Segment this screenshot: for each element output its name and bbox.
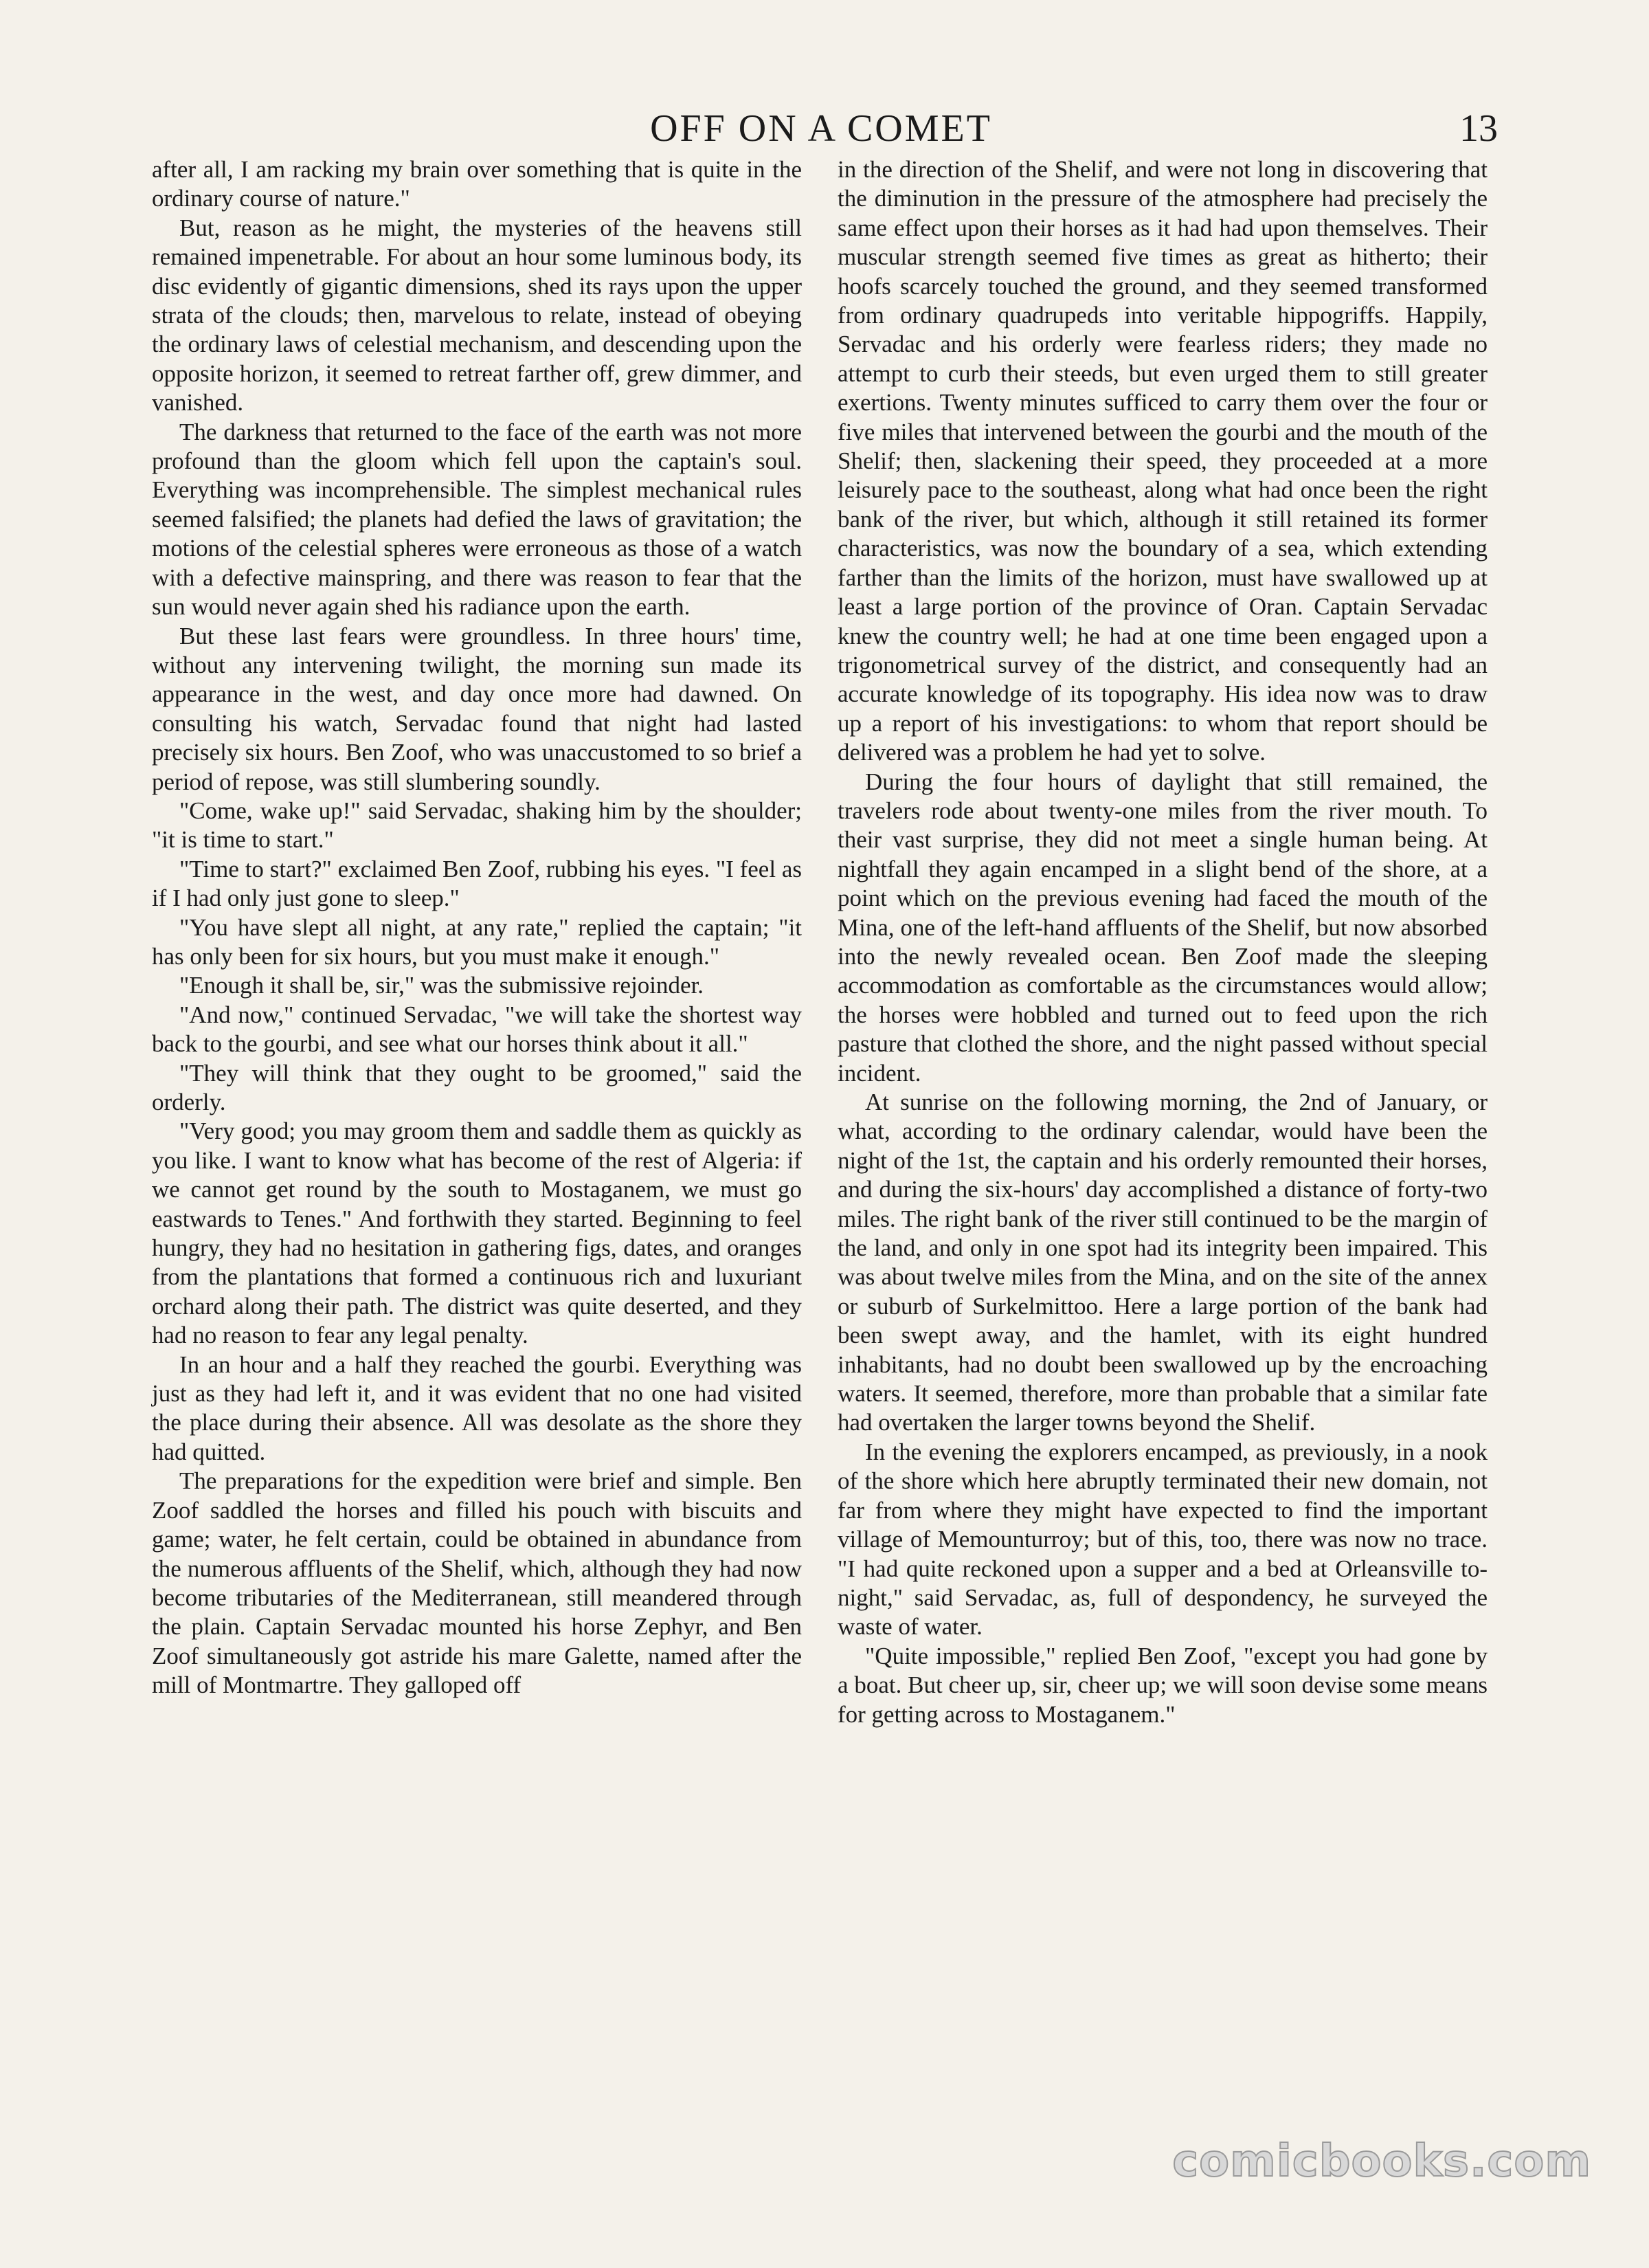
paragraph: In the evening the explorers encamped, as previously, in a nook of the shore which here abruptly terminated their new domain, not far from where they might have expected to find the important village of Memounturroy; but of this, too, there was now no trace. "I had quite reckoned upon a supper and a bed at Orleansville to-night," said Servadac, as, full of despondency, he surveyed the waste of water.: [838, 1438, 1488, 1641]
paragraph: "Very good; you may groom them and saddle them as quickly as you like. I want to know what has become of the rest of Algeria: if we cannot get round by the south to Mostaganem, we must go eastwards to Tenes." And forthwith they started. Beginning to feel hungry, they had no hesitation in gathering figs, dates, and oranges from the plantations that formed a continuous rich and luxuriant orchard along their path. The district was quite deserted, and they had no reason to fear any legal penalty.: [152, 1118, 802, 1349]
watermark: comicbooks.com: [1172, 2136, 1591, 2187]
paragraph: "They will think that they ought to be groomed," said the orderly.: [152, 1059, 802, 1115]
paragraph: "And now," continued Servadac, "we will take the shortest way back to the gourbi, and see what our horses think about it all.": [152, 1001, 802, 1058]
running-title: OFF ON A COMET: [650, 107, 992, 150]
paragraph: "Come, wake up!" said Servadac, shaking him by the shoulder; "it is time to start.": [152, 797, 802, 854]
left-column: [152, 155, 802, 1700]
paragraph: But, reason as he might, the mysteries of the heavens still remained impenetrable. For about an hour some luminous body, its disc evidently of gigantic dimensions, shed its rays upon the upper strata of the clouds; then, marvelous to relate, instead of obeying the ordinary laws of celestial mechanism, and descending upon the opposite horizon, it seemed to retreat farther off, grew dimmer, and vanished.: [152, 214, 802, 416]
paragraph: In an hour and a half they reached the gourbi. Everything was just as they had left it, and it was evident that no one had visited the place during their absence. All was desolate as the shore they had quitted.: [152, 1350, 802, 1465]
paragraph: after all, I am racking my brain over something that is quite in the ordinary course of nature.": [152, 156, 802, 212]
paragraph: At sunrise on the following morning, the 2nd of January, or what, according to the ordinary calendar, would have been the night of the 1st, the captain and his orderly remounted their horses, and during the six-hours' day accomplished a distance of forty-two miles. The right bank of the river still continued to be the margin of the land, and only in one spot had its integrity been impaired. This was about twelve miles from the Mina, and on the site of the annex or suburb of Surkelmittoo. Here a large portion of the bank had been swept away, and the hamlet, with its eight hundred inhabitants, had no doubt been swallowed up by the encroaching waters. It seemed, therefore, more than probable that a similar fate had overtaken the larger towns beyond the Shelif.: [838, 1089, 1488, 1436]
page-number: 13: [1459, 107, 1498, 150]
paragraph: in the direction of the Shelif, and were not long in discovering that the diminution in the pressure of the atmosphere had precisely the same effect upon their horses as it had had upon themselves. Their muscular strength seemed five times as great as hitherto; their hoofs scarcely touched the ground, and they seemed transformed from ordinary quadrupeds into veritable hippogriffs. Happily, Servadac and his orderly were fearless riders; they made no attempt to curb their steeds, but even urged them to still greater exertions. Twenty minutes sufficed to carry them over the four or five miles that intervened between the gourbi and the mouth of the Shelif; then, slackening their speed, they proceeded at a more leisurely pace to the southeast, along what had once been the right bank of the river, but which, although it still retained its former characteristics, was now the boundary of a sea, which extending farther than the limits of the horizon, must have swallowed up at least a large portion of the province of Oran. Captain Servadac knew the country well; he had at one time been engaged upon a trigonometrical survey of the district, and consequently had an accurate knowledge of its topography. His idea now was to draw up a report of his investigations: to whom that report should be delivered was a problem he had yet to solve.: [838, 156, 1488, 766]
page-header: [144, 104, 1498, 153]
paragraph: The preparations for the expedition were brief and simple. Ben Zoof saddled the horses and filled his pouch with biscuits and game; water, he felt certain, could be obtained in abundance from the numerous affluents of the Shelif, which, although they had now become tributaries of the Mediterranean, still meandered through the plain. Captain Servadac mounted his horse Zephyr, and Ben Zoof simultaneously got astride his mare Galette, named after the mill of Montmartre. They galloped off: [152, 1467, 802, 1699]
right-column: [838, 155, 1488, 1729]
paragraph: "Quite impossible," replied Ben Zoof, "except you had gone by a boat. But cheer up, sir, cheer up; we will soon devise some means for getting across to Mostaganem.": [838, 1642, 1488, 1728]
paragraph: The darkness that returned to the face of the earth was not more profound than the gloom which fell upon the captain's soul. Everything was incomprehensible. The simplest mechanical rules seemed falsified; the planets had defied the laws of gravitation; the motions of the celestial spheres were erroneous as those of a watch with a defective mainspring, and there was reason to fear that the sun would never again shed his radiance upon the earth.: [152, 418, 802, 621]
paragraph: "You have slept all night, at any rate," replied the captain; "it has only been for six hours, but you must make it enough.": [152, 913, 802, 970]
paragraph: "Time to start?" exclaimed Ben Zoof, rubbing his eyes. "I feel as if I had only just gone to sleep.": [152, 855, 802, 912]
paragraph: During the four hours of daylight that still remained, the travelers rode about twenty-one miles from the river mouth. To their vast surprise, they did not meet a single human being. At nightfall they again encamped in a slight bend of the shore, at a point which on the previous evening had faced the mouth of the Mina, one of the left-hand affluents of the Shelif, but now absorbed into the newly revealed ocean. Ben Zoof made the sleeping accommodation as comfortable as the circumstances would allow; the horses were hobbled and turned out to feed upon the rich pasture that clothed the shore, and the night passed without special incident.: [838, 768, 1488, 1087]
paragraph: But these last fears were groundless. In three hours' time, without any intervening twilight, the morning sun made its appearance in the west, and day once more had dawned. On consulting his watch, Servadac found that night had lasted precisely six hours. Ben Zoof, who was unaccustomed to so brief a period of repose, was still slumbering soundly.: [152, 622, 802, 795]
paragraph: "Enough it shall be, sir," was the submissive rejoinder.: [179, 972, 704, 999]
